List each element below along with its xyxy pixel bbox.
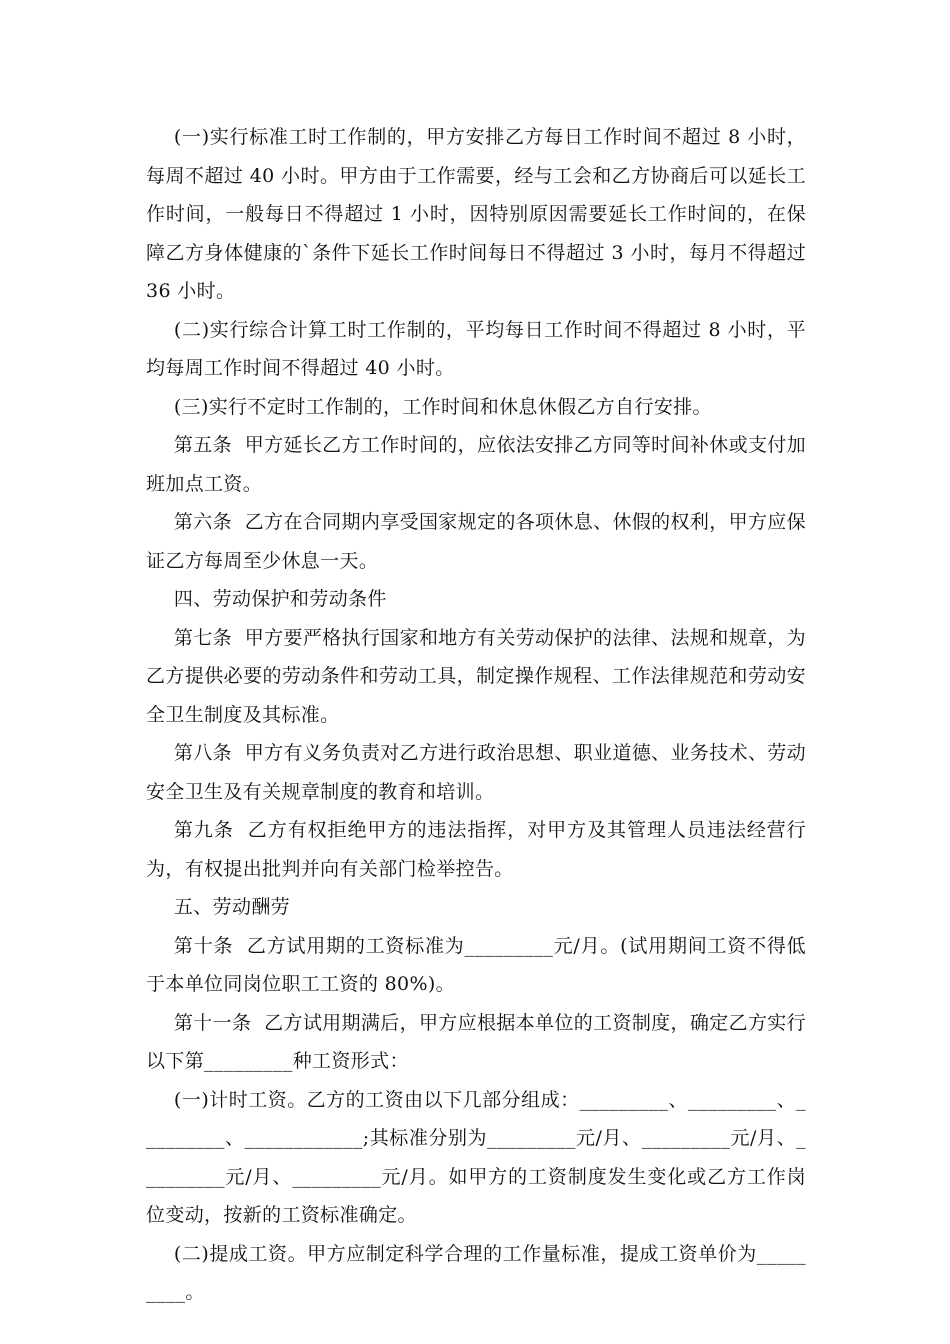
paragraph-article-5: 第五条 甲方延长乙方工作时间的，应依法安排乙方同等时间补休或支付加班加点工资。 bbox=[146, 434, 806, 495]
paragraph-article-6: 第六条 乙方在合同期内享受国家规定的各项休息、休假的权利，甲方应保证乙方每周至少休息一天。 bbox=[146, 511, 806, 572]
paragraph-flexible-hours: (三)实行不定时工作制的，工作时间和休息休假乙方自行安排。 bbox=[173, 395, 712, 418]
paragraph-article-8: 第八条 甲方有义务负责对乙方进行政治思想、职业道德、业务技术、劳动安全卫生及有关规章制度的教育和培训。 bbox=[146, 742, 806, 803]
paragraph-standard-hours: (一)实行标准工时工作制的，甲方安排乙方每日工作时间不超过 8 小时，每周不超过 40 小时。甲方由于工作需要，经与工会和乙方协商后可以延长工作时间，一般每日不得超过 1 小时，因特别原因需要延长工作时间的，在保障乙方身体健康的`条件下延长工作时间每日不得超过 3 小时，每月不得超过 36 小时。 bbox=[146, 126, 813, 302]
paragraph-time-wage: (一)计时工资。乙方的工资由以下几部分组成：_________、_________、_________、____________;其标准分别为_________元/月、_________元/月、_________元/月、_________元/月。如甲方的工资制度发生变化或乙方工作岗位变动，按新的工资标准确定。 bbox=[146, 1088, 806, 1226]
paragraph-article-7: 第七条 甲方要严格执行国家和地方有关劳动保护的法律、法规和规章，为乙方提供必要的劳动条件和劳动工具，制定操作规程、工作法律规范和劳动安全卫生制度及其标准。 bbox=[146, 626, 806, 726]
section-heading-remuneration: 五、劳动酬劳 bbox=[173, 896, 291, 918]
section-heading-labor-protection: 四、劳动保护和劳动条件 bbox=[173, 588, 387, 610]
paragraph-article-9: 第九条 乙方有权拒绝甲方的违法指挥，对甲方及其管理人员违法经营行为，有权提出批判并向有关部门检举控告。 bbox=[146, 819, 806, 880]
paragraph-comprehensive-hours: (二)实行综合计算工时工作制的，平均每日工作时间不得超过 8 小时，平均每周工作时间不得超过 40 小时。 bbox=[146, 318, 806, 379]
document-page bbox=[146, 118, 813, 1312]
paragraph-article-11: 第十一条 乙方试用期满后，甲方应根据本单位的工资制度，确定乙方实行以下第_________种工资形式： bbox=[146, 1011, 806, 1072]
paragraph-commission-wage: (二)提成工资。甲方应制定科学合理的工作量标准，提成工资单价为_________。 bbox=[146, 1242, 806, 1303]
paragraph-article-10: 第十条 乙方试用期的工资标准为_________元/月。(试用期间工资不得低于本单位同岗位职工工资的 80%)。 bbox=[146, 934, 806, 995]
